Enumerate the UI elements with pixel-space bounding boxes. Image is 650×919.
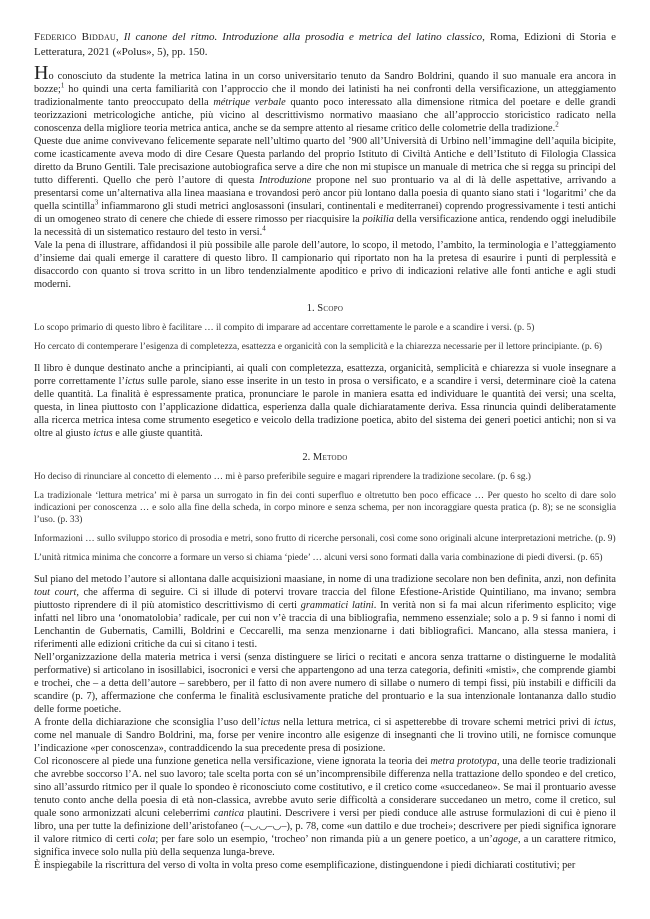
metodo-paragraph-1: Sul piano del metodo l’autore si allontana dalle acquisizioni maasiane, in nome di una tradizione secolare non ben definita, anzi, non definita tout court, che afferma di seguire. Ci si illude di potervi trovare traccia del filone Efestione-Aristide Quintiliano, ma invano; sembra piuttosto riprendere di il più atomistico descrittivismo di certi grammatici latini. In verità non si fa mai alcun riferimento esplicito; vige infatti nel libro una ‘onomatolobia’ radicale, per cui non v’è traccia di una bibliografia, nemmeno essenziale; solo a p. 9 si fanno i nomi di Lenchantin de Gubernatis, Camilli, Boldrini e Ceccarelli, ma senza menzionarne i dati bibliografici. Mancano, alla stessa maniera, i riferimenti alle edizioni critiche da cui si citano i testi. <box>34 574 617 650</box>
metodo-paragraph-5: È inspiegabile la riscrittura del verso di volta in volta preso come esemplificazione, distinguendone i piedi dichiarati costitutivi; per <box>34 860 576 871</box>
footnote-ref: 4 <box>262 224 266 233</box>
drop-cap: H <box>34 62 49 84</box>
quotation: La tradizionale ‘lettura metrica’ mi è parsa un surrogato in fin dei conti superfluo e oltretutto ben poco efficace … Per questo ho scelto di dare solo indicazioni per conoscenza … e solo alla fine della scheda, in corpo minore e senza schema, per non incoraggiare questa pratica (p. 8); se ne sconsiglia l’uso. (p. 33) <box>34 491 616 525</box>
review-author: Federico Biddau <box>34 31 116 43</box>
bibliographic-header: Federico Biddau, Il canone del ritmo. Introduzione alla prosodia e metrica del latino classico, Roma, Edizioni di Storia e Letteratura, 2021 («Polus», 5), pp. 150. <box>34 31 616 58</box>
quotation: Ho deciso di rinunciare al concetto di elemento … mi è parso preferibile seguire e magari riprendere la tradizione secolare. (p. 6 sg.) <box>34 472 531 482</box>
metodo-paragraph-3: A fronte della dichiarazione che sconsiglia l’uso dell’ictus nella lettura metrica, ci si aspetterebbe di trovare schemi metrici privi di ictus, come nel manuale di Sandro Boldrini, ma, forse per venire incontro alle esigenze di insegnanti che li trovino utili, ne fornisce comunque l’indicazione «per conoscenza», contraddicendo la sua precedente presa di posizione. <box>34 717 616 754</box>
quotation: Ho cercato di contemperare l’esigenza di completezza, esattezza e organicità con la semplicità e la chiarezza necessarie per il lettore principiante. (p. 6) <box>34 342 603 352</box>
quotation: L’unità ritmica minima che concorre a formare un verso si chiama ‘piede’ … alcuni versi sono formati dalla varia combinazione di piedi diversi. (p. 65) <box>34 553 603 563</box>
footnote-ref: 2 <box>555 120 559 129</box>
publication-details: , Roma, Edizioni di Storia e Letteratura, 2021 («Polus», 5), pp. 150. <box>34 31 616 58</box>
metodo-paragraph-4: Col riconoscere al piede una funzione genetica nella versificazione, viene ignorata la teoria dei metra prototypa, una delle teorie tradizionali che avrebbe soccorso l’A. nel suo lavoro; tale scelta porta con sé un’incomprensibile differenza nella trattazione dello spondeo e del cretico, sino all’assurdo ritmico per il quale lo spondeo è riconosciuto come costitutivo, e il cretico come «succedaneo». Se mai il prontuario avesse tenuto conto anche della poesia di età non-classica, avrebbe avuto serie difficoltà a considerare succedaneo un metro, come il cretico, sul quale sono armonizzati alcuni celeberrimi cantica plautini. Descrivere i versi per piedi conduce alle astruse formulazioni di cui è pieno il libro, una per tutte la definizione dell’aristofaneo (–◡◡–◡–), p. 78, come «un dattilo e due trochei»; descrivere per piedi significa ignorare il valore ritmico di certi cola; per fare solo un esempio, ‘trocheo’ non rimanda più a un genere poetico, a un’agoge, a un carattere ritmico, significa invece solo nulla più della sequenza lunga-breve. <box>34 756 616 858</box>
book-title: Il canone del ritmo. Introduzione alla prosodia e metrica del latino classico <box>123 31 483 43</box>
scopo-body: Il libro è dunque destinato anche a principianti, ai quali con completezza, esattezza, organicità, semplicità e chiarezza si vuole insegnare a porre correttamente l’ictus sulle parole, siano esse inserite in un testo in prosa o versificato, e a scandire i versi, determinare cioè la catena delle quantità. La finalità è espressamente pratica, pronunciare le parole in maniera esatta ed individuare le quantità dei versi; una scelta, questa, in linea piuttosto con l’applicazione didattica, esperienza dalla quale dichiaratamente deriva. Essa rinuncia quindi deliberatamente alla ricerca metrica intesa come strumento esegetico e veicolo della tradizione poetica, abito del sistema dei generi poetici antichi; non si va oltre al giusto ictus e alle giuste quantità. <box>34 363 616 439</box>
section-heading-metodo: 2. Metodo <box>302 452 348 463</box>
footnote-ref: 1 <box>60 81 65 90</box>
quotation: Informazioni … sullo sviluppo storico di prosodia e metri, sono frutto di ricerche personali, così come sono originali alcune interpretazioni metriche. (p. 9) <box>34 534 616 544</box>
intro-paragraph-1: Ho conosciuto da studente la metrica latina in un corso universitario tenuto da Sandro Boldrini, quando il suo manuale era ancora in bozze;$^1$ ho quindi una certa familiarità con l’approccio che il mondo dei latinisti ha nei confronti della versificazione, un atteggiamento tradizionalmente tanto preoccupato della métrique verbale quanto poco interessato alla dimensione ritmica del poetare e delle grandi teorizzazioni metricologiche antiche, più vicino al descrittivismo normativo maasiano che all’approccio storicistico radicato nella conoscenza della migliore teoria metrica antica, anche se da sempre attento al riesame critico delle colometrie della tradizione.$^2$ <box>34 62 616 134</box>
quotation: Lo scopo primario di questo libro è facilitare … il compito di imparare ad accentare correttamente le parole e a scandire i versi. (p. 5) <box>34 323 535 333</box>
footnote-ref: 3 <box>94 198 99 207</box>
intro-paragraph-2: Queste due anime convivevano felicemente separate nell’ultimo quarto del ’900 all’Università di Urbino nell’immagine dell’aquila bicipite, come icasticamente aveva modo di dire Cesare Questa parlando del proprio Istituto di Civiltà Antiche e dell’Istituto di Filologia Classica diretto da Bruno Gentili. Tale precisazione autobiografica serve a dire che non mi stupisce un manuale di metrica che si regga su principi del tutto differenti. Quello che però l’autore di questa Introduzione propone nel suo prontuario va al di là delle aspettative, arrivando a presentarsi come un’alternativa alla linea maasiana e trovandosi però ancor più lontano dalla poesia di quanto siano stati i ‘logaritmi’ che da quella scintilla$^3$ infiammarono gli studi metrici anglosassoni (insulari, continentali e mediterranei) coprendo progressivamente i testi antichi di un omogeneo strato di cenere che chiede di essere rimosso per riacquisire la poikilia della versificazione antica, rendendo oggi ineludibile la necessità di un sistematico restauro del testo in versi.$^4$ <box>34 136 617 238</box>
metodo-paragraph-2: Nell’organizzazione della materia metrica i versi (senza distinguere se lirici o recitati e ancora senza trattarne o distinguerne le modalità performative) si articolano in isosillabici, isocronici e versi che appartengono ad una terza categoria, definiti «misti», che comprende giambi e trochei, che – a detta dell’autore – sarebbero, per il fatto di non avere numero di sillabe o numero di tempi fissi, più instabili e difficili da scandire (p. 7), affermazione che conferma le finalità esclusivamente pratiche del prontuario e la sua intenzionale lontananza dallo studio delle forme poetiche. <box>34 652 616 715</box>
section-heading-scopo: 1. Scopo <box>306 303 344 314</box>
intro-paragraph-3: Vale la pena di illustrare, affidandosi il più possibile alle parole dell’autore, lo scopo, il metodo, l’ambito, la terminologia e l’atteggiamento d’insieme dai quali emerge il carattere di questo libro. Il campionario qui riportato non ha la pretesa di esaurire i punti di perplessità e disaccordo con quanto si trova scritto in un libro tendenzialmente apoditico e privo di indicazioni relative alle fonti antiche e agli studi moderni. <box>34 240 616 290</box>
